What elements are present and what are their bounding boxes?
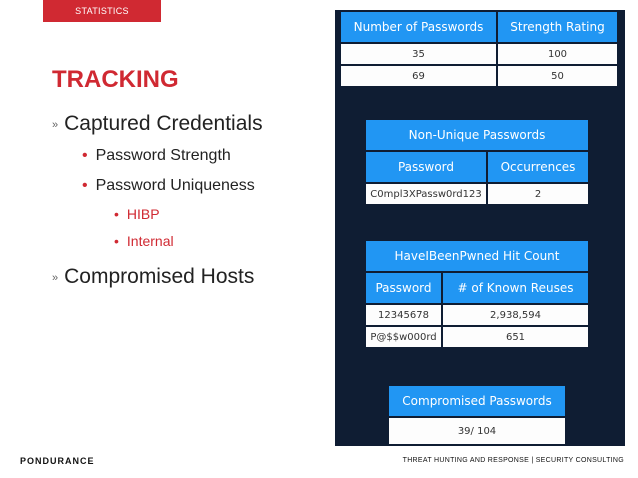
footer-tagline: THREAT HUNTING AND RESPONSE | SECURITY CONSULTING (402, 457, 624, 464)
bullet-hibp (114, 206, 160, 222)
bullet-text: Captured Credentials (64, 112, 263, 135)
table-cell: 2 (488, 184, 588, 204)
strength-table (339, 10, 619, 88)
table-row (389, 418, 565, 444)
chevron-bullet-icon: » (52, 119, 59, 131)
table-row (341, 66, 617, 86)
table-row (366, 184, 588, 204)
pondurance-logo: PONDURANCE (20, 456, 95, 466)
table-cell: 12345678 (366, 305, 441, 325)
dot-bullet-icon: • (114, 233, 119, 249)
compromised-value: 39/ 104 (389, 418, 565, 444)
bullet-text: HIBP (126, 206, 160, 222)
table-cell: 69 (341, 66, 496, 86)
bullet-captured-credentials (52, 112, 263, 136)
compromised-title: Compromised Passwords (389, 386, 565, 416)
nonunique-title: Non-Unique Passwords (366, 120, 588, 150)
dot-bullet-icon: • (82, 177, 88, 194)
screenshot-panel (335, 10, 625, 446)
bullet-text: Password Strength (95, 147, 231, 164)
table-cell: 35 (341, 44, 496, 64)
compromised-table (387, 384, 567, 446)
table-cell: 651 (443, 327, 588, 347)
table-cell: 50 (498, 66, 617, 86)
table-cell: P@$$w000rd (366, 327, 441, 347)
nonunique-header-occurrences: Occurrences (488, 152, 588, 182)
dot-bullet-icon: • (114, 206, 119, 222)
hibp-header-password: Password (366, 273, 441, 303)
strength-header-rating: Strength Rating (498, 12, 617, 42)
hibp-title: HaveIBeenPwned Hit Count (366, 241, 588, 271)
bullet-text: Internal (126, 233, 174, 249)
section-tag: STATISTICS (43, 0, 161, 22)
chevron-bullet-icon: » (52, 272, 59, 284)
bullet-password-strength (82, 147, 231, 165)
dot-bullet-icon: • (82, 147, 88, 164)
nonunique-header-password: Password (366, 152, 486, 182)
bullet-text: Compromised Hosts (64, 265, 255, 288)
table-row (366, 327, 588, 347)
bullet-compromised-hosts (52, 265, 254, 289)
bullet-internal (114, 233, 174, 249)
bullet-password-uniqueness (82, 177, 255, 195)
bullet-text: Password Uniqueness (95, 177, 255, 194)
table-cell: 2,938,594 (443, 305, 588, 325)
table-cell: C0mpl3XPassw0rd123 (366, 184, 486, 204)
hibp-table (364, 239, 590, 349)
slide-title: TRACKING (52, 66, 179, 93)
table-row (341, 44, 617, 64)
strength-header-count: Number of Passwords (341, 12, 496, 42)
table-cell: 100 (498, 44, 617, 64)
table-row (366, 305, 588, 325)
nonunique-table (364, 118, 590, 206)
hibp-header-reuses: # of Known Reuses (443, 273, 588, 303)
